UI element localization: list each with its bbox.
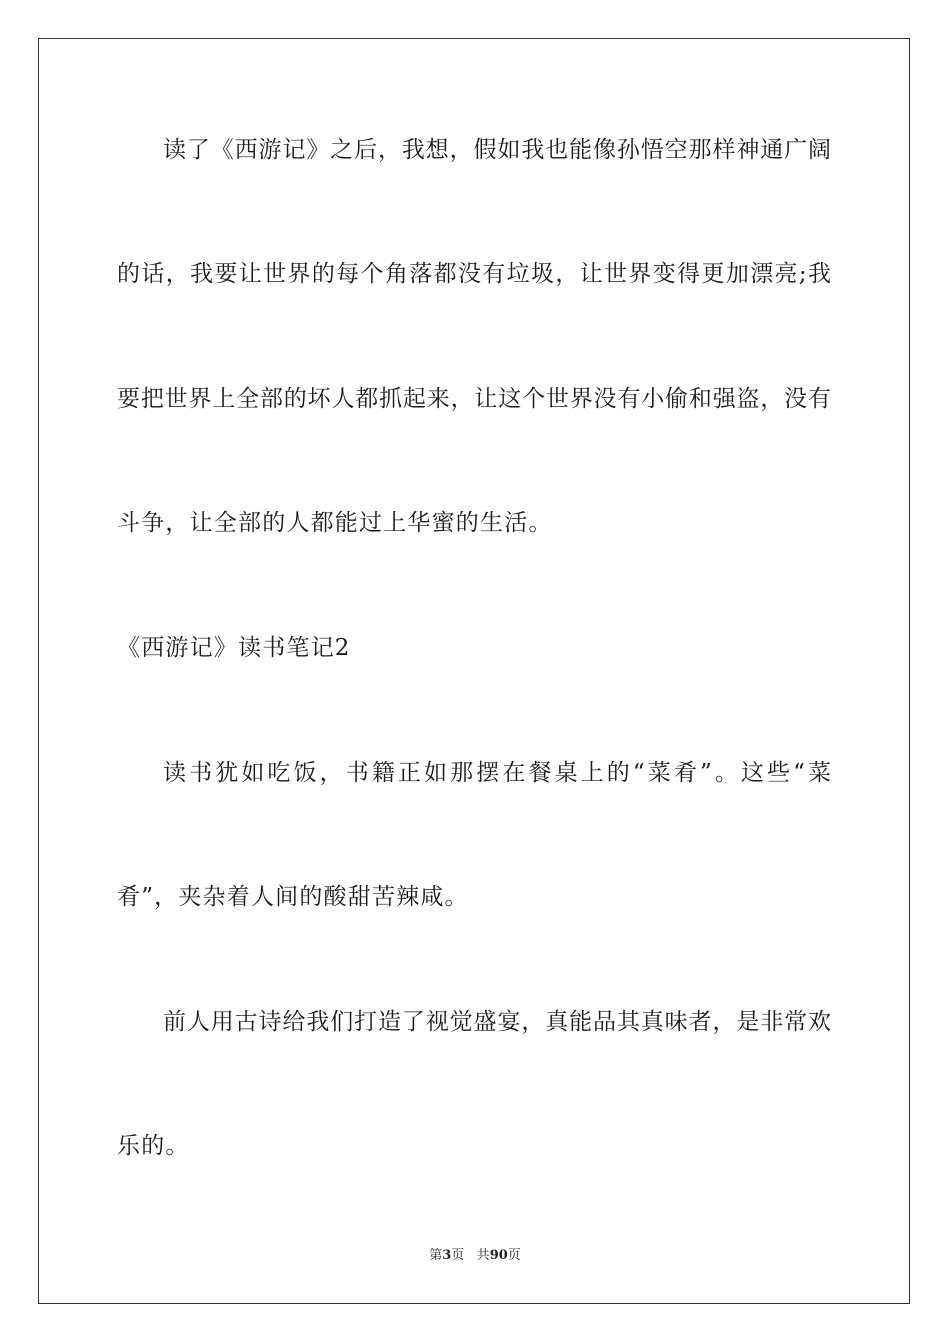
section-heading: 《西游记》读书笔记2: [117, 635, 351, 661]
paragraph-line: 要把世界上全部的坏人都抓起来，让这个世界没有小偷和强盗，没有: [117, 386, 831, 412]
paragraph-line: 肴”，夹杂着人间的酸甜苦辣咸。: [117, 884, 469, 910]
total-pages: 90: [489, 1248, 508, 1263]
page-footer: [0, 1247, 950, 1265]
paragraph-line: 斗争，让全部的人都能过上华蜜的生活。: [117, 510, 553, 536]
page-border: [38, 38, 910, 1304]
footer-prefix: 第: [429, 1248, 443, 1263]
paragraph-line: 读书犹如吃饭，书籍正如那摆在餐桌上的“菜肴”。这些“菜: [163, 760, 831, 786]
footer-page-suffix: 页: [451, 1248, 465, 1263]
paragraph-line: 读了《西游记》之后，我想，假如我也能像孙悟空那样神通广阔: [163, 137, 831, 163]
footer-total-suffix: 页: [507, 1248, 521, 1263]
paragraph-line: 前人用古诗给我们打造了视觉盛宴，真能品其真味者，是非常欢: [163, 1009, 831, 1035]
footer-total-prefix: 共: [476, 1248, 490, 1263]
page-number: 3: [442, 1248, 452, 1263]
paragraph-line: 乐的。: [117, 1133, 190, 1159]
paragraph-line: 的话，我要让世界的每个角落都没有垃圾，让世界变得更加漂亮;我: [117, 261, 831, 287]
